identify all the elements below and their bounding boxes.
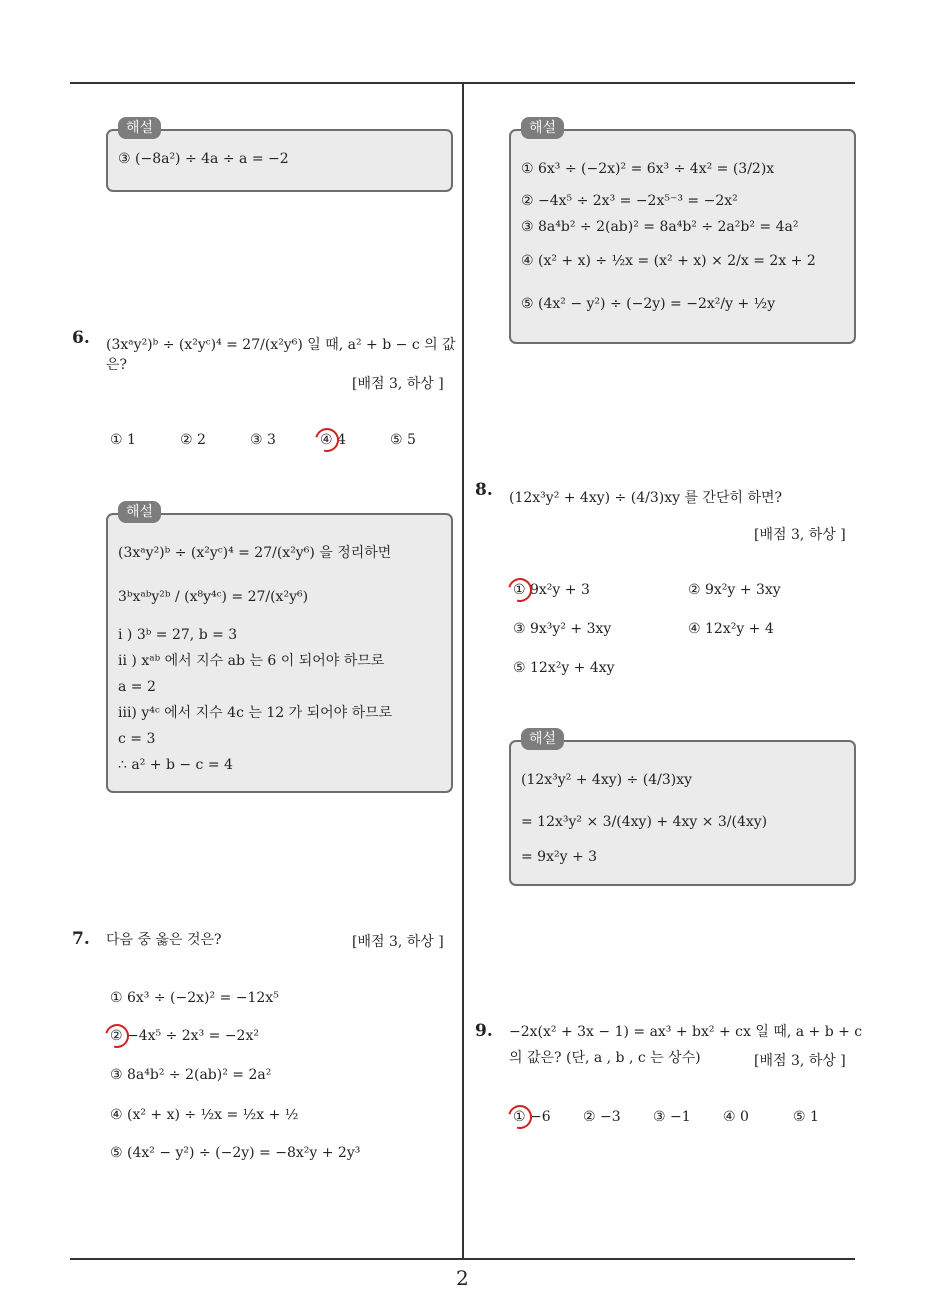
q7-option-5[interactable]: ⑤ (4x² − y²) ÷ (−2y) = −8x²y + 2y³: [110, 1145, 361, 1161]
q9-option-1[interactable]: ① −6: [513, 1109, 551, 1125]
q6-solution-line-8: ∴ a² + b − c = 4: [118, 757, 233, 773]
bottom-rule: [70, 1258, 855, 1260]
q5-solution-line: ③ (−8a²) ÷ 4a ÷ a = −2: [118, 151, 289, 167]
column-divider: [462, 84, 464, 1259]
q8-option-4[interactable]: ④ 12x²y + 4: [688, 621, 774, 637]
q6-score: [배점 3, 하상 ]: [352, 376, 444, 392]
q6-option-1[interactable]: ① 1: [110, 432, 136, 448]
q8-option-3[interactable]: ③ 9x³y² + 3xy: [513, 621, 612, 637]
q8-solution-line-1: (12x³y² + 4xy) ÷ (4/3)xy: [521, 772, 693, 788]
q9-answer-mark: [504, 1101, 537, 1134]
q8-solution-tag: 해설: [521, 728, 564, 750]
q6-option-2[interactable]: ② 2: [180, 432, 206, 448]
q6-solution-box: [106, 513, 453, 793]
q5-solution-box: [106, 129, 453, 192]
q7-solution-line-4: ④ (x² + x) ÷ ½x = (x² + x) × 2/x = 2x + 2: [521, 253, 816, 269]
q8-solution-line-2: = 12x³y² × 3/(4xy) + 4xy × 3/(4xy): [521, 814, 768, 830]
q7-solution-line-5: ⑤ (4x² − y²) ÷ (−2y) = −2x²/y + ½y: [521, 296, 776, 312]
q7-option-3[interactable]: ③ 8a⁴b² ÷ 2(ab)² = 2a²: [110, 1067, 272, 1083]
q7-solution-line-2: ② −4x⁵ ÷ 2x³ = −2x⁵⁻³ = −2x²: [521, 193, 738, 209]
q8-answer-mark: [504, 574, 537, 607]
q6-text: (3xᵃy²)ᵇ ÷ (x²yᶜ)⁴ = 27/(x²y⁶) 일 때, a² + b − c 의 값은?: [106, 337, 456, 373]
q8-option-1[interactable]: ① 9x²y + 3: [513, 582, 590, 598]
q7-solution-box: [509, 129, 856, 344]
q7-text: 다음 중 옳은 것은?: [106, 932, 222, 948]
q6-solution-line-6: iii) y⁴ᶜ 에서 지수 4c 는 12 가 되어야 하므로: [118, 705, 393, 721]
q6-solution-line-5: a = 2: [118, 679, 156, 695]
q9-text-line-1: −2x(x² + 3x − 1) = ax³ + bx² + cx 일 때, a + b + c: [509, 1024, 863, 1040]
q7-option-2[interactable]: ② −4x⁵ ÷ 2x³ = −2x²: [110, 1028, 259, 1044]
q6-option-4[interactable]: ④ 4: [320, 432, 346, 448]
q6-solution-tag: 해설: [118, 501, 161, 523]
q8-text: (12x³y² + 4xy) ÷ (4/3)xy 를 간단히 하면?: [509, 490, 783, 506]
q6-answer-mark: [311, 424, 344, 457]
q8-number: 8.: [475, 480, 493, 500]
q9-option-2[interactable]: ② −3: [583, 1109, 621, 1125]
q7-option-1[interactable]: ① 6x³ ÷ (−2x)² = −12x⁵: [110, 990, 279, 1006]
q7-solution-tag: 해설: [521, 117, 564, 139]
q6-solution-line-1: (3xᵃy²)ᵇ ÷ (x²yᶜ)⁴ = 27/(x²y⁶) 을 정리하면: [118, 545, 392, 561]
q6-option-5[interactable]: ⑤ 5: [390, 432, 416, 448]
q6-number: 6.: [72, 328, 90, 348]
q6-solution-line-7: c = 3: [118, 731, 156, 747]
q9-option-3[interactable]: ③ −1: [653, 1109, 691, 1125]
q8-solution-box: [509, 740, 856, 886]
q6-solution-line-4: ii ) xᵃᵇ 에서 지수 ab 는 6 이 되어야 하므로: [118, 653, 385, 669]
q8-option-5[interactable]: ⑤ 12x²y + 4xy: [513, 660, 615, 676]
q8-solution-line-3: = 9x²y + 3: [521, 849, 598, 865]
q7-option-4[interactable]: ④ (x² + x) ÷ ½x = ½x + ½: [110, 1107, 299, 1123]
q9-option-4[interactable]: ④ 0: [723, 1109, 749, 1125]
q7-solution-line-3: ③ 8a⁴b² ÷ 2(ab)² = 8a⁴b² ÷ 2a²b² = 4a²: [521, 219, 799, 235]
q9-number: 9.: [475, 1021, 493, 1041]
q5-solution-tag: 해설: [118, 117, 161, 139]
q7-number: 7.: [72, 929, 90, 949]
q8-option-2[interactable]: ② 9x²y + 3xy: [688, 582, 781, 598]
q6-solution-line-2: 3ᵇxᵃᵇy²ᵇ / (x⁸y⁴ᶜ) = 27/(x²y⁶): [118, 589, 309, 605]
q7-solution-line-1: ① 6x³ ÷ (−2x)² = 6x³ ÷ 4x² = (3/2)x: [521, 161, 775, 177]
q7-score: [배점 3, 하상 ]: [352, 934, 444, 950]
q9-score: [배점 3, 하상 ]: [754, 1053, 846, 1069]
page-number: 2: [456, 1266, 469, 1290]
q7-answer-mark: [101, 1020, 134, 1053]
q6-solution-line-3: i ) 3ᵇ = 27, b = 3: [118, 627, 238, 643]
q8-score: [배점 3, 하상 ]: [754, 527, 846, 543]
q6-option-3[interactable]: ③ 3: [250, 432, 276, 448]
q9-option-5[interactable]: ⑤ 1: [793, 1109, 819, 1125]
q9-text-line-2: 의 값은? (단, a , b , c 는 상수): [509, 1050, 701, 1066]
